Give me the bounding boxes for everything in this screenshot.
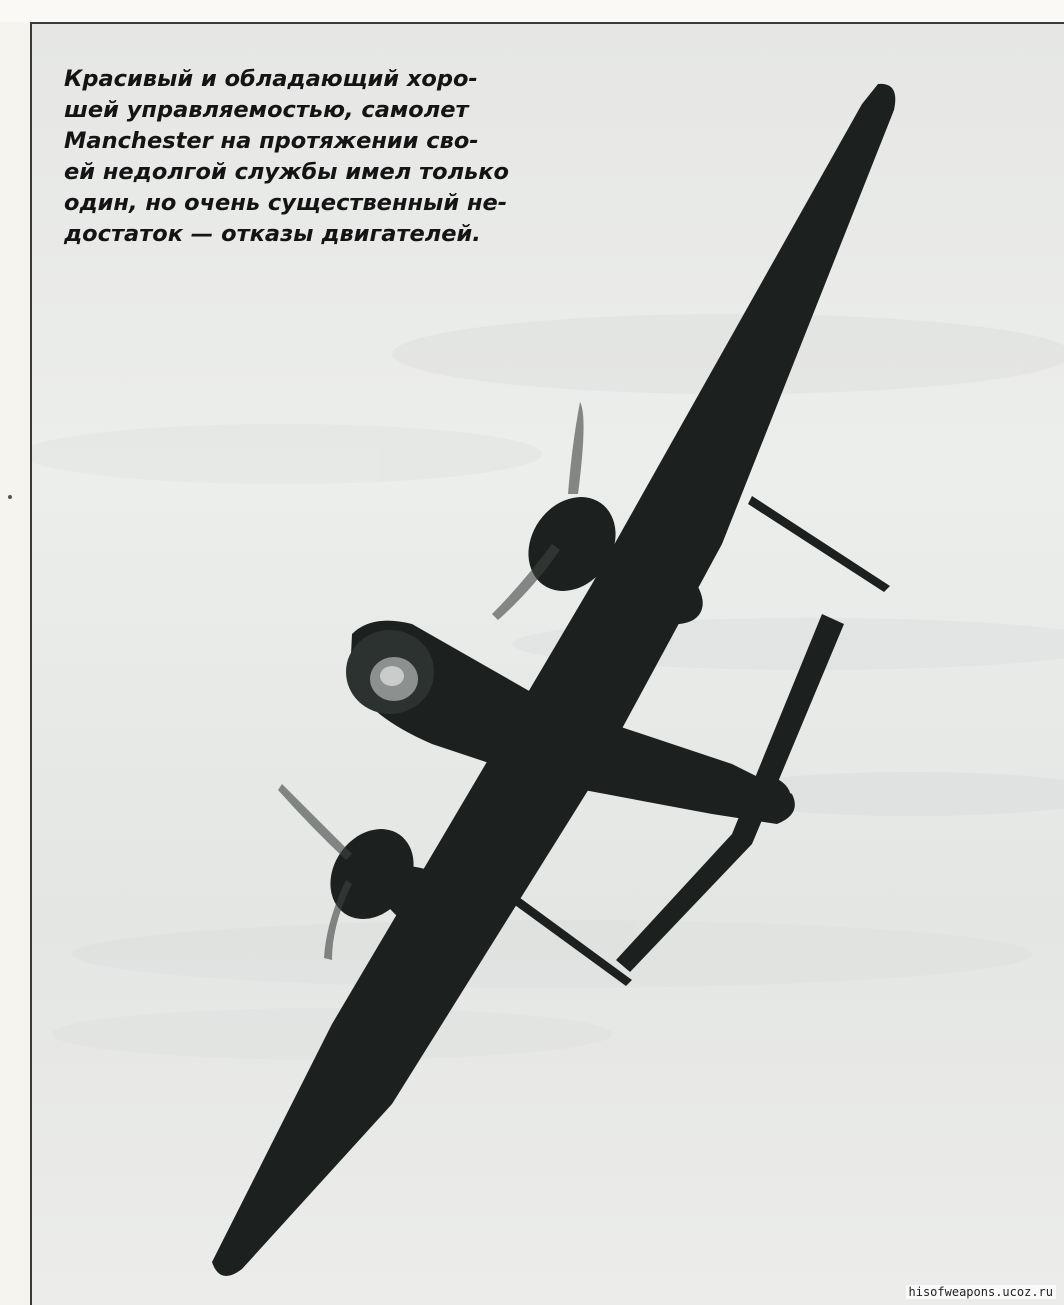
aircraft-silhouette: [212, 84, 895, 1276]
photo-caption: Красивый и обладающий хоро- шей управляемостью, самолет Manchester на протяжении сво- ей недолгой службы имел только один, но очень существенный не- достаток — отказы двигателей.: [64, 66, 510, 247]
page-top-strip: [0, 0, 1064, 22]
propeller-blur-lower: [278, 784, 352, 860]
page-margin-mark: [8, 495, 12, 499]
watermark: hisofweapons.ucoz.ru: [906, 1285, 1057, 1299]
aircraft-photo: [30, 22, 1064, 1305]
tail-fin-upper: [748, 496, 890, 592]
main-wing: [212, 84, 895, 1276]
propeller-blur-upper: [568, 402, 584, 494]
